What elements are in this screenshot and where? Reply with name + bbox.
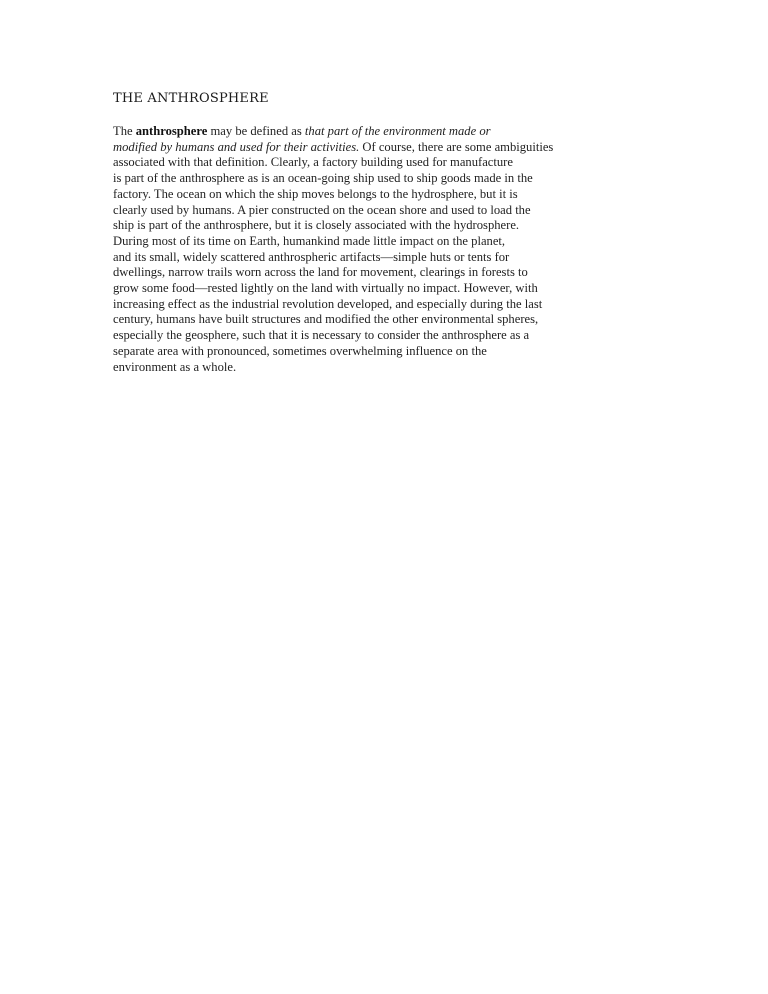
paragraph-line: factory. The ocean on which the ship moves belongs to the hydrosphere, but it is (113, 186, 518, 201)
paragraph-line: century, humans have built structures and modified the other environmental spheres, (113, 312, 539, 327)
paragraph-line: associated with that definition. Clearly, a factory building used for manufacture (113, 155, 513, 170)
paragraph-line: is part of the anthrosphere as is an ocean-going ship used to ship goods made in the (113, 171, 533, 186)
paragraph-line: ship is part of the anthrosphere, but it is closely associated with the hydrosphere. (113, 218, 520, 233)
intro-text: The (113, 124, 136, 138)
defined-term: anthrosphere (135, 124, 208, 138)
body-paragraph (113, 124, 613, 375)
document-title: THE ANTHROSPHERE (113, 91, 269, 106)
definition-lead: may be defined as (207, 124, 305, 138)
definition-tail: Of course, there are some ambiguities (359, 139, 554, 154)
paragraph-line: environment as a whole. (113, 359, 237, 374)
paragraph-line: grow some food—rested lightly on the land with virtually no impact. However, with (113, 281, 538, 296)
paragraph-line-2 (113, 140, 613, 156)
paragraph-line: dwellings, narrow trails worn across the land for movement, clearings in forests to (113, 265, 528, 280)
paragraph-line: and its small, widely scattered anthrospheric artifacts—simple huts or tents for (113, 249, 510, 264)
paragraph-line-1 (113, 124, 613, 140)
definition-text-2: modified by humans and used for their activities. (113, 139, 360, 154)
definition-text-1: that part of the environment made or (304, 124, 491, 138)
paragraph-line: During most of its time on Earth, humankind made little impact on the planet, (113, 233, 506, 248)
paragraph-line: increasing effect as the industrial revolution developed, and especially during the last (113, 296, 543, 311)
paragraph-line: separate area with pronounced, sometimes overwhelming influence on the (113, 343, 487, 358)
paragraph-line: especially the geosphere, such that it is necessary to consider the anthrosphere as a (113, 328, 530, 343)
paragraph-line: clearly used by humans. A pier constructed on the ocean shore and used to load the (113, 202, 531, 217)
